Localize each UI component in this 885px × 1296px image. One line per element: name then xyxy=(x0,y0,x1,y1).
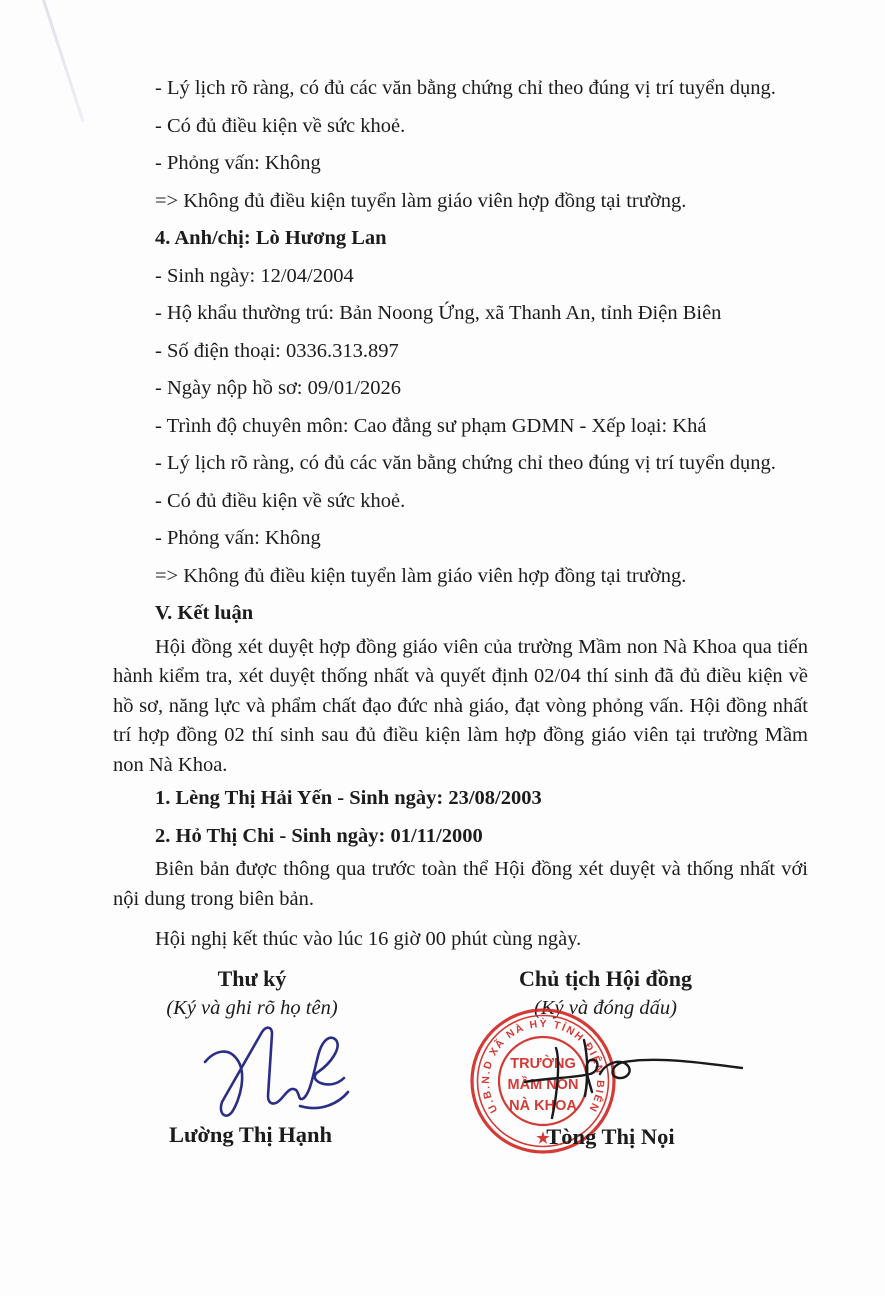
chairman-handwritten-signature xyxy=(515,1035,750,1125)
stamp-star: ★ xyxy=(536,1130,550,1147)
chairman-title: Chủ tịch Hội đồng xyxy=(519,966,692,991)
list-item: - Số điện thoại: 0336.313.897 xyxy=(155,339,399,362)
stamp-center-line-2: MẦM NON xyxy=(507,1077,579,1093)
list-item: - Phỏng vấn: Không xyxy=(155,527,321,549)
list-item: - Phỏng vấn: Không xyxy=(155,152,321,174)
chairman-name: Tòng Thị Nọi xyxy=(546,1124,675,1149)
stamp-ring-text: U.B.N.D XÃ NÀ HỲ TỈNH ĐIỆN BIÊN xyxy=(479,1017,607,1115)
list-item: - Sinh ngày: 12/04/2004 xyxy=(155,264,354,287)
selected-candidate-2: 2. Hỏ Thị Chi - Sinh ngày: 01/11/2000 xyxy=(155,824,483,847)
scan-edge-artifact xyxy=(42,0,84,122)
list-item: - Lý lịch rõ ràng, có đủ các văn bằng chứng chỉ theo đúng vị trí tuyển dụng. xyxy=(155,77,776,99)
conclusion-paragraph: Hội đồng xét duyệt hợp đồng giáo viên của trường Mầm non Nà Khoa qua tiến hành kiểm tra, xét duyệt thống nhất và quyết định 02/04 thí sinh đã đủ điều kiện về hồ sơ, năng lực và phẩm chất đạo đức nhà giáo, đạt vòng phỏng vấn. Hội đồng nhất trí hợp đồng 02 thí sinh sau đủ điều kiện làm hợp đồng giáo viên tại trường Mầm non Nà Khoa. xyxy=(113,635,808,776)
list-item: => Không đủ điều kiện tuyển làm giáo viên hợp đồng tại trường. xyxy=(155,189,687,212)
approval-paragraph: Biên bản được thông qua trước toàn thể Hội đồng xét duyệt và thống nhất với nội dung trong biên bản. xyxy=(113,858,808,910)
secretary-title: Thư ký xyxy=(217,966,287,991)
stamp-center-line-3: NÀ KHOA xyxy=(509,1098,577,1114)
list-item: - Có đủ điều kiện về sức khoẻ. xyxy=(155,489,406,512)
list-item: - Ngày nộp hồ sơ: 09/01/2026 xyxy=(155,377,402,399)
selected-candidate-1: 1. Lèng Thị Hải Yến - Sinh ngày: 23/08/2003 xyxy=(155,787,542,809)
stamp-center-line-1: TRƯỜNG xyxy=(510,1056,576,1072)
list-item: - Trình độ chuyên môn: Cao đẳng sư phạm GDMN - Xếp loại: Khá xyxy=(155,414,707,437)
chairman-note: (Ký và đóng dấu) xyxy=(534,997,677,1019)
secretary-handwritten-signature xyxy=(195,1020,355,1120)
section-heading-conclusion: V. Kết luận xyxy=(155,602,254,624)
secretary-name: Lường Thị Hạnh xyxy=(168,1122,333,1147)
list-item: - Lý lịch rõ ràng, có đủ các văn bằng chứng chỉ theo đúng vị trí tuyển dụng. xyxy=(155,452,776,474)
secretary-note: (Ký và ghi rõ họ tên) xyxy=(166,997,338,1019)
list-item: - Có đủ điều kiện về sức khoẻ. xyxy=(155,114,406,137)
document-body xyxy=(113,70,808,959)
closing-line: Hội nghị kết thúc vào lúc 16 giờ 00 phút cùng ngày. xyxy=(155,928,582,950)
section-heading-candidate-4: 4. Anh/chị: Lò Hương Lan xyxy=(155,227,387,249)
list-item: => Không đủ điều kiện tuyển làm giáo viên hợp đồng tại trường. xyxy=(155,564,687,587)
list-item: - Hộ khẩu thường trú: Bản Noong Ứng, xã Thanh An, tỉnh Điện Biên xyxy=(155,302,722,324)
